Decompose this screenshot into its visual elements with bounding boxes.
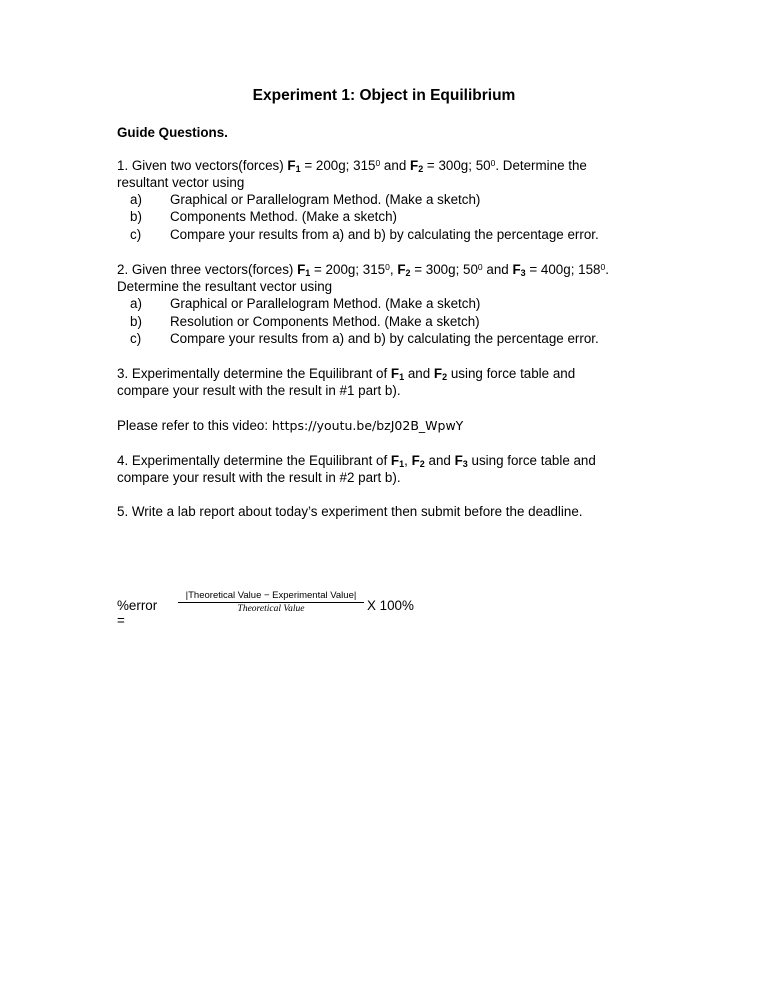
- q2-f2-subscript: 2: [405, 268, 411, 278]
- q2-and: and: [482, 262, 513, 277]
- q1-item-b-text: Components Method. (Make a sketch): [170, 209, 398, 224]
- video-reference: [117, 417, 463, 434]
- q1-f2-subscript: 2: [418, 164, 424, 174]
- q1-f2-symbol: F: [410, 158, 419, 173]
- formula-rhs: X 100%: [367, 598, 414, 613]
- q2-item-b: [130, 313, 480, 330]
- q4-f2-subscript: 2: [419, 459, 425, 469]
- q2-f2-symbol: F: [397, 262, 406, 277]
- q1-f2-degree: 0: [490, 158, 496, 168]
- q1-item-c-label: c): [130, 227, 142, 242]
- q4-end: using force table and: [467, 453, 596, 468]
- q2-item-a-text: Graphical or Parallelogram Method. (Make a sketch): [170, 296, 481, 311]
- q4-f3-subscript: 3: [462, 459, 468, 469]
- q1-f2-value: = 300g; 50: [423, 158, 491, 173]
- q3-and: and: [404, 366, 434, 381]
- guide-heading: Guide Questions.: [117, 125, 228, 140]
- q2-item-b-text: Resolution or Components Method. (Make a sketch): [170, 314, 480, 329]
- q4-f1-symbol: F: [390, 453, 400, 468]
- q2-item-a: [130, 295, 480, 312]
- q4-and: and: [424, 453, 455, 468]
- question-3-line-2: compare your result with the result in #1 part b).: [117, 383, 401, 398]
- q2-f1-symbol: F: [297, 262, 306, 277]
- formula-denominator: Theoretical Value: [237, 604, 305, 614]
- formula-lhs: %error =: [117, 598, 158, 628]
- q1-item-a: [130, 191, 480, 208]
- q2-item-c-text: Compare your results from a) and b) by calculating the percentage error.: [170, 331, 599, 346]
- q2-f1-subscript: 1: [305, 268, 311, 278]
- q1-f1-value: = 200g; 315: [300, 158, 376, 173]
- question-2-line-2: Determine the resultant vector using: [117, 279, 333, 294]
- q2-intro: 2. Given three vectors(forces): [117, 262, 298, 277]
- q1-intro: 1. Given two vectors(forces): [117, 158, 288, 173]
- page-title: Experiment 1: Object in Equilibrium: [252, 87, 516, 104]
- q3-f1-subscript: 1: [399, 372, 405, 382]
- q2-f3-value: = 400g; 158: [525, 262, 601, 277]
- video-link[interactable]: https://youtu.be/bzJ02B_WpwY: [271, 418, 464, 433]
- formula-numerator: |Theoretical Value − Experimental Value|: [178, 590, 364, 603]
- q2-f1-value: = 200g; 315: [310, 262, 386, 277]
- q1-item-a-text: Graphical or Parallelogram Method. (Make a sketch): [170, 192, 481, 207]
- q2-f3-degree: 0: [600, 262, 606, 272]
- q2-f1-degree: 0: [385, 262, 390, 272]
- q3-end: using force table and: [447, 366, 576, 381]
- q2-f2-value: = 300g; 50: [410, 262, 478, 277]
- q3-intro: 3. Experimentally determine the Equilibrant of: [117, 366, 391, 381]
- q1-and: and: [380, 158, 410, 173]
- q3-f1-symbol: F: [390, 366, 400, 381]
- q1-end: . Determine the: [495, 158, 587, 173]
- q4-f3-symbol: F: [454, 453, 463, 468]
- q2-end: .: [605, 262, 609, 277]
- q1-item-a-label: a): [130, 192, 142, 207]
- q2-f3-symbol: F: [512, 262, 521, 277]
- q1-f1-subscript: 1: [295, 164, 301, 174]
- q2-separator: ,: [389, 262, 398, 277]
- q2-item-a-label: a): [130, 296, 142, 311]
- q2-item-c: [130, 330, 599, 347]
- q2-f3-subscript: 3: [520, 268, 526, 278]
- formula-fraction: [178, 590, 364, 614]
- video-label: Please refer to this video:: [117, 418, 272, 433]
- q1-item-c: [130, 226, 599, 243]
- question-5: 5. Write a lab report about today’s experiment then submit before the deadline.: [117, 504, 583, 519]
- q4-f1-subscript: 1: [399, 459, 405, 469]
- q2-item-b-label: b): [130, 314, 142, 329]
- q4-f2-symbol: F: [411, 453, 420, 468]
- q1-f1-degree: 0: [375, 158, 381, 168]
- q3-f2-subscript: 2: [442, 372, 448, 382]
- q1-item-b: [130, 208, 397, 225]
- question-4-line-2: compare your result with the result in #2 part b).: [117, 470, 401, 485]
- q4-intro: 4. Experimentally determine the Equilibrant of: [117, 453, 391, 468]
- q1-item-b-label: b): [130, 209, 142, 224]
- question-1-line-2: resultant vector using: [117, 175, 245, 190]
- q1-item-c-text: Compare your results from a) and b) by calculating the percentage error.: [170, 227, 599, 242]
- q2-item-c-label: c): [130, 331, 142, 346]
- q3-f2-symbol: F: [433, 366, 443, 381]
- q4-separator: ,: [404, 453, 412, 468]
- q2-f2-degree: 0: [477, 262, 483, 272]
- q1-f1-symbol: F: [287, 158, 296, 173]
